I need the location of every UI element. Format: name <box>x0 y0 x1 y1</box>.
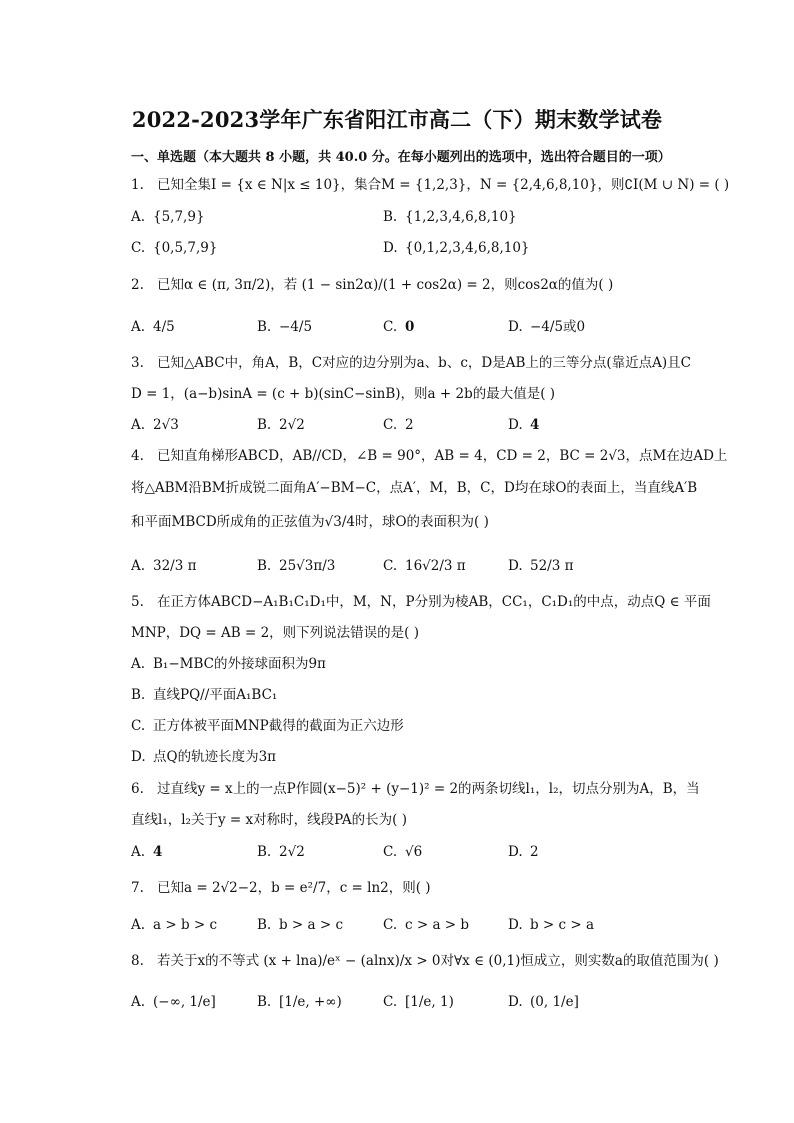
q3-option-c[interactable] <box>383 416 414 434</box>
q5-option-b[interactable] <box>131 686 277 704</box>
question-6-line-2 <box>131 811 407 829</box>
question-text-line-1: 过直线y = x上的一点P作圆(x−5)² + (y−1)² = 2的两条切线l₁，l₂，切点分别为A，B，当 <box>157 781 700 797</box>
option-text: −4/5或0 <box>530 319 586 335</box>
option-text: 2√2 <box>279 417 305 433</box>
option-label: C. <box>383 558 398 574</box>
question-text: 已知α ∈ (π, 3π/2)，若 (1 − sin2α)/(1 + cos2α) = 2，则cos2α的值为( ) <box>157 277 614 293</box>
q7-option-c[interactable] <box>383 916 469 934</box>
option-text: {0,1,2,3,4,6,8,10} <box>405 240 530 256</box>
q4-option-d[interactable] <box>508 557 573 575</box>
question-1 <box>131 176 729 194</box>
q6-option-c[interactable] <box>383 843 422 861</box>
question-4-line-2 <box>131 479 697 497</box>
option-label: B. <box>383 209 398 225</box>
q3-option-a[interactable] <box>131 416 179 434</box>
question-text-line-1: 已知△ABC中，角A，B，C对应的边分别为a、b、c，D是AB上的三等分点(靠近点A)且C <box>157 355 691 371</box>
option-text: 16√2/3 π <box>405 558 466 574</box>
option-label: B. <box>257 994 272 1010</box>
option-label: B. <box>257 917 272 933</box>
q7-option-d[interactable] <box>508 916 594 934</box>
question-text-line-2: 直线l₁，l₂关于y = x对称时，线段PA的长为( ) <box>131 812 408 828</box>
option-text: 4 <box>153 844 163 860</box>
q7-option-a[interactable] <box>131 916 217 934</box>
question-5-line-2 <box>131 624 419 642</box>
option-text: (−∞, 1/e] <box>153 994 216 1010</box>
question-number: 4. <box>131 448 144 464</box>
option-label: B. <box>131 687 146 703</box>
option-text: c > a > b <box>405 917 470 933</box>
option-label: D. <box>508 844 523 860</box>
option-text: [1/e, 1) <box>405 994 454 1010</box>
option-text: 0 <box>405 319 415 335</box>
question-number: 7. <box>131 880 144 896</box>
q3-option-d[interactable] <box>508 416 539 434</box>
option-text: {1,2,3,4,6,8,10} <box>405 209 517 225</box>
q5-option-d[interactable] <box>131 748 276 766</box>
q8-option-c[interactable] <box>383 993 454 1011</box>
option-label: A. <box>131 417 146 433</box>
option-text: a > b > c <box>153 917 218 933</box>
option-label: C. <box>383 844 398 860</box>
option-label: C. <box>131 718 146 734</box>
option-label: B. <box>257 319 272 335</box>
option-text: 2√2 <box>279 844 305 860</box>
option-label: C. <box>383 994 398 1010</box>
q6-option-a[interactable] <box>131 843 162 861</box>
q8-option-a[interactable] <box>131 993 216 1011</box>
option-text: [1/e, +∞) <box>279 994 342 1010</box>
question-text-line-1: 已知直角梯形ABCD，AB//CD，∠B = 90°，AB = 4，CD = 2，BC = 2√3，点M在边AD上 <box>157 448 728 464</box>
option-label: D. <box>508 917 523 933</box>
question-number: 1. <box>131 177 144 193</box>
q1-option-c[interactable] <box>131 239 217 257</box>
question-text: 已知全集I = {x ∈ N|x ≤ 10}，集合M = {1,2,3}，N = {2,4,6,8,10}，则∁I(M ∪ N) = ( ) <box>157 177 730 193</box>
option-label: C. <box>131 240 146 256</box>
question-number: 2. <box>131 277 144 293</box>
option-label: A. <box>131 917 146 933</box>
option-text: 2 <box>405 417 414 433</box>
option-label: A. <box>131 319 146 335</box>
q6-option-d[interactable] <box>508 843 539 861</box>
q7-option-b[interactable] <box>257 916 343 934</box>
q3-option-b[interactable] <box>257 416 305 434</box>
option-text: {0,5,7,9} <box>153 240 218 256</box>
question-4 <box>131 447 727 465</box>
option-label: A. <box>131 209 146 225</box>
option-label: D. <box>508 417 523 433</box>
option-label: B. <box>257 558 272 574</box>
q1-option-d[interactable] <box>383 239 530 257</box>
q8-option-b[interactable] <box>257 993 342 1011</box>
question-3 <box>131 354 691 372</box>
question-3-line-2 <box>131 385 555 403</box>
option-text: b > a > c <box>279 917 344 933</box>
question-text-line-2: D = 1，(a−b)sinA = (c + b)(sinC−sinB)，则a + 2b的最大值是( ) <box>131 386 556 402</box>
option-label: D. <box>383 240 398 256</box>
q4-option-b[interactable] <box>257 557 335 575</box>
question-7 <box>131 879 431 897</box>
q4-option-c[interactable] <box>383 557 466 575</box>
question-2 <box>131 276 613 294</box>
question-5 <box>131 593 711 611</box>
q1-option-a[interactable] <box>131 208 205 226</box>
question-4-line-3 <box>131 513 489 531</box>
question-6 <box>131 780 700 798</box>
option-text: √6 <box>405 844 423 860</box>
q5-option-c[interactable] <box>131 717 404 735</box>
q2-option-c[interactable] <box>383 318 414 336</box>
option-text: b > c > a <box>530 917 595 933</box>
question-text-line-2: 将△ABM沿BM折成锐二面角A′−BM−C，点A′，M，B，C，D均在球O的表面上，当直线A′B <box>131 480 698 496</box>
option-text: 正方体被平面MNP截得的截面为正六边形 <box>153 718 404 734</box>
section-heading: 一、单选题（本大题共 8 小题，共 40.0 分。在每小题列出的选项中，选出符合题目的一项） <box>131 150 671 165</box>
q2-option-a[interactable] <box>131 318 175 336</box>
q2-option-b[interactable] <box>257 318 312 336</box>
question-text: 若关于x的不等式 (x + lna)/eˣ − (alnx)/x > 0对∀x ∈ (0,1)恒成立，则实数a的取值范围为( ) <box>157 953 719 969</box>
q4-option-a[interactable] <box>131 557 196 575</box>
q5-option-a[interactable] <box>131 655 326 673</box>
page-title: 2022-2023学年广东省阳江市高二（下）期末数学试卷 <box>131 107 663 132</box>
question-number: 3. <box>131 355 144 371</box>
question-number: 8. <box>131 953 144 969</box>
option-label: D. <box>131 749 146 765</box>
q6-option-b[interactable] <box>257 843 305 861</box>
option-label: C. <box>383 917 398 933</box>
question-text-line-1: 在正方体ABCD−A₁B₁C₁D₁中，M，N，P分别为棱AB，CC₁，C₁D₁的中点，动点Q ∈ 平面 <box>157 594 711 610</box>
option-label: A. <box>131 558 146 574</box>
question-text-line-2: MNP，DQ = AB = 2，则下列说法错误的是( ) <box>131 625 419 641</box>
q2-option-d[interactable] <box>508 318 585 336</box>
option-label: D. <box>508 994 523 1010</box>
option-text: 32/3 π <box>153 558 197 574</box>
option-label: C. <box>383 319 398 335</box>
option-label: D. <box>508 558 523 574</box>
option-text: −4/5 <box>279 319 313 335</box>
option-text: 25√3π/3 <box>279 558 336 574</box>
option-text: (0, 1/e] <box>530 994 579 1010</box>
option-label: D. <box>508 319 523 335</box>
option-text: B₁−MBC的外接球面积为9π <box>153 656 326 672</box>
option-text: 4/5 <box>153 319 175 335</box>
question-8 <box>131 952 719 970</box>
option-text: {5,7,9} <box>153 209 205 225</box>
option-text: 2√3 <box>153 417 179 433</box>
option-label: C. <box>383 417 398 433</box>
question-text: 已知a = 2√2−2，b = e²/7，c = ln2，则( ) <box>157 880 431 896</box>
option-text: 2 <box>530 844 539 860</box>
option-text: 4 <box>530 417 540 433</box>
option-label: A. <box>131 844 146 860</box>
option-label: B. <box>257 844 272 860</box>
q1-option-b[interactable] <box>383 208 517 226</box>
option-text: 直线PQ//平面A₁BC₁ <box>153 687 278 703</box>
option-text: 点Q的轨迹长度为3π <box>153 749 277 765</box>
option-label: B. <box>257 417 272 433</box>
option-label: A. <box>131 994 146 1010</box>
option-text: 52/3 π <box>530 558 574 574</box>
option-label: A. <box>131 656 146 672</box>
question-text-line-3: 和平面MBCD所成角的正弦值为√3/4时，球O的表面积为( ) <box>131 514 489 530</box>
q8-option-d[interactable] <box>508 993 579 1011</box>
question-number: 6. <box>131 781 144 797</box>
question-number: 5. <box>131 594 144 610</box>
